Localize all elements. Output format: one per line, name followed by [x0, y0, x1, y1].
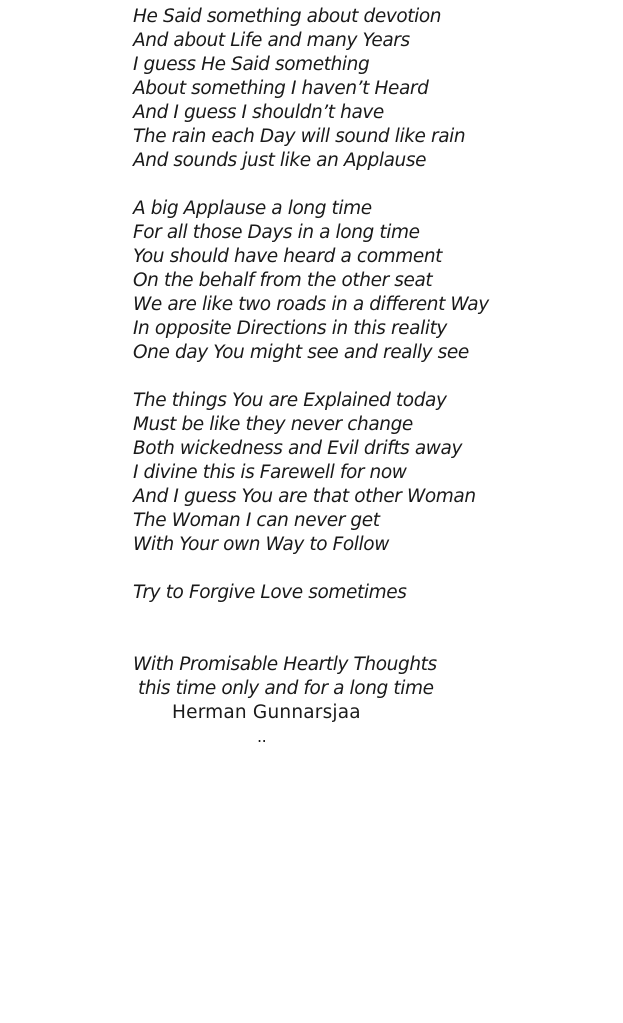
stanza-4 — [133, 581, 603, 605]
poem-line: And about Life and many Years — [133, 30, 410, 51]
stanza-2 — [133, 197, 603, 365]
poem-line: For all those Days in a long time — [133, 222, 420, 243]
poem-line: You should have heard a comment — [133, 246, 443, 267]
poem-line: The rain each Day will sound like rain — [133, 126, 466, 147]
poem — [133, 5, 603, 749]
stanza-3 — [133, 389, 603, 557]
poem-line: Both wickedness and Evil drifts away — [133, 438, 463, 459]
poem-line: I guess He Said something — [133, 54, 370, 75]
closing-line: With Promisable Heartly Thoughts — [133, 654, 437, 675]
poem-line: On the behalf from the other seat — [133, 270, 433, 291]
poem-line: In opposite Directions in this reality — [133, 318, 447, 339]
poem-line: About something I haven’t Heard — [133, 78, 429, 99]
poem-line: The Woman I can never get — [133, 510, 380, 531]
poem-line: A big Applause a long time — [133, 198, 372, 219]
end-mark: .. — [257, 727, 267, 746]
poem-line: We are like two roads in a different Way — [133, 294, 489, 315]
poem-line: The things You are Explained today — [133, 390, 447, 411]
poem-line: He Said something about devotion — [133, 6, 442, 27]
poem-line: Try to Forgive Love sometimes — [133, 582, 407, 603]
author-signature: Herman Gunnarsjaa — [172, 702, 361, 723]
poem-line: And I guess You are that other Woman — [133, 486, 476, 507]
poem-line: Must be like they never change — [133, 414, 413, 435]
signoff — [133, 653, 603, 749]
closing-subline: this time only and for a long time — [138, 678, 434, 699]
stanza-1 — [133, 5, 603, 173]
poem-line: With Your own Way to Follow — [133, 534, 389, 555]
poem-line: One day You might see and really see — [133, 342, 469, 363]
poem-line: And sounds just like an Applause — [133, 150, 427, 171]
poem-line: I divine this is Farewell for now — [133, 462, 407, 483]
poem-line: And I guess I shouldn’t have — [133, 102, 384, 123]
